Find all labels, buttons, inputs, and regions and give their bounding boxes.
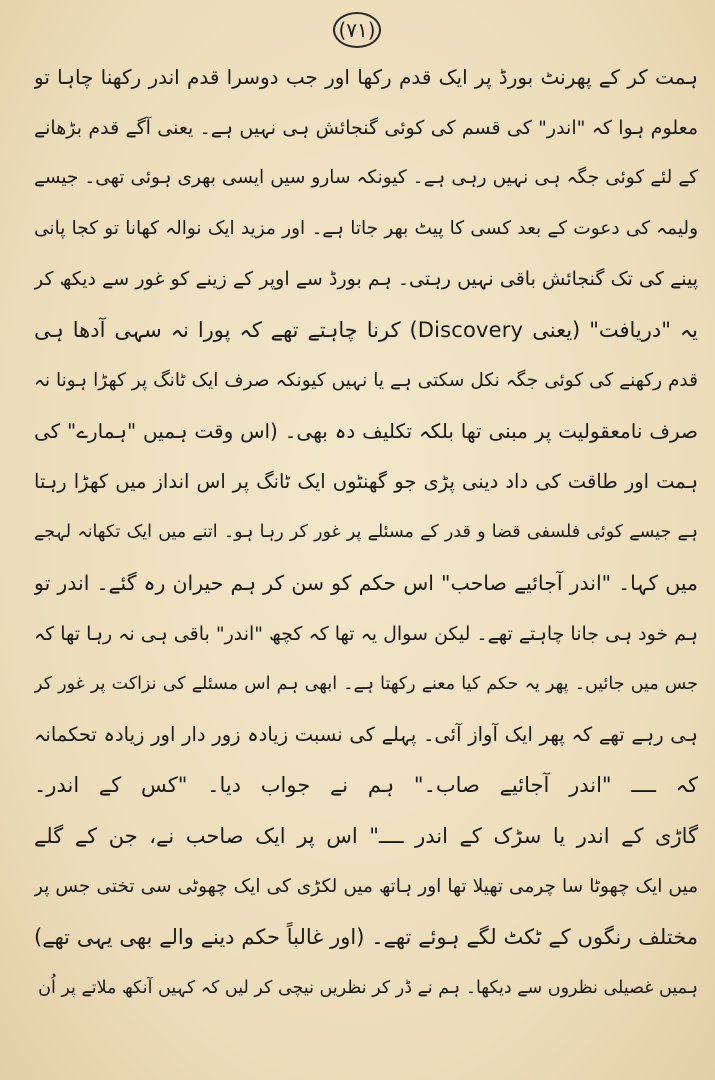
text-line-18: مختلف رنگوں کے ٹکٹ لگے ہوئے تھے۔ (اور غالباً حکم دینے والے بھی یہی تھے) bbox=[34, 925, 698, 950]
text-line-19: ہمیں غصیلی نظروں سے دیکھا۔ ہم نے ڈر کر نظریں نیچی کر لیں کہ کہیں آنکھ ملاتے پر اُن bbox=[38, 977, 698, 998]
body-text bbox=[34, 52, 698, 1013]
text-line-14: ہی رہے تھے کہ پھر ایک آواز آئی۔ پہلے کی نسبت زیادہ زور دار اور زیادہ تحکمانہ bbox=[34, 722, 698, 746]
text-line-4: ولیمہ کی دعوت کے بعد کسی کا پیٹ بھر جاتا ہے۔ اور مزید ایک نوالہ کھانا تو کجا پانی bbox=[34, 217, 698, 239]
text-line-8: صرف نامعقولیت پر مبنی تھا بلکہ تکلیف دہ بھی۔ (اس وقت ہمیں "ہمارے" کی bbox=[34, 419, 698, 444]
text-line-9: ہمت اور طاقت کی داد دینی پڑی جو گھنٹوں ایک ٹانگ پر اس انداز میں کھڑا رہتا bbox=[34, 469, 698, 493]
text-line-10: ہے جیسے کوئی فلسفی قضا و قدر کے مسئلے پر غور کر رہا ہو۔ اتنے میں ایک تکھانہ لہجے bbox=[34, 522, 698, 543]
text-line-11: میں کہا۔ "اندر آجائیے صاحب" اس حکم کو سن کر ہم حیران رہ گئے۔ اندر تو bbox=[34, 570, 698, 595]
page-number: (۷۱) bbox=[333, 12, 381, 48]
text-line-5: پینے کی تک گنجائش باقی نہیں رہتی۔ ہم بورڈ سے اوپر کے زینے کو غور سے دیکھ کر bbox=[34, 268, 698, 291]
text-line-17: میں ایک چھوٹا سا چرمی تھیلا تھا اور ہاتھ میں لکڑی کی ایک چھوٹی سی تختی جس پر bbox=[34, 875, 698, 897]
text-line-3: کے لئے کوئی جگہ ہی نہیں رہی ہے۔ کیونکہ سارو سیں ایسی بھری ہوئی تھی۔ جیسے bbox=[34, 167, 698, 189]
text-line-7: قدم رکھنے کی کوئی جگہ نکل سکتی ہے یا نہیں کیونکہ صرف ایک ٹانگ پر کھڑا ہونا نہ bbox=[34, 369, 698, 391]
text-line-1: ہمت کر کے پھرنٹ بورڈ پر ایک قدم رکھا اور جب دوسرا قدم اندر رکھنا چاہا تو bbox=[34, 65, 698, 89]
text-line-12: ہم خود ہی جانا چاہتے تھے۔ لیکن سوال یہ تھا کہ کچھ "اندر" باقی ہی نہ رہا تھا کہ bbox=[34, 622, 698, 645]
text-line-2: معلوم ہوا کہ "اندر" کی قسم کی کوئی گنجائش ہی نہیں ہے۔ یعنی آگے قدم بڑھانے bbox=[34, 116, 698, 139]
text-line-15: کہ ــــ "اندر آجائیے صاب۔" ہم نے جواب دیا۔ "کس کے اندر۔ bbox=[34, 773, 698, 798]
text-line-16: گاڑی کے اندر یا سڑک کے اندر ــــ" اس پر ایک صاحب نے، جن کے گلے bbox=[34, 823, 698, 848]
text-line-13: جس میں جائیں۔ پھر یہ حکم کیا معنے رکھتا ہے۔ ابھی ہم اس مسئلے کی نزاکت پر غور کر bbox=[34, 674, 698, 695]
text-line-6: یہ "دریافت" (یعنی Discovery) کرنا چاہتے تھے کہ پورا نہ سہی آدھا ہی bbox=[34, 317, 698, 342]
